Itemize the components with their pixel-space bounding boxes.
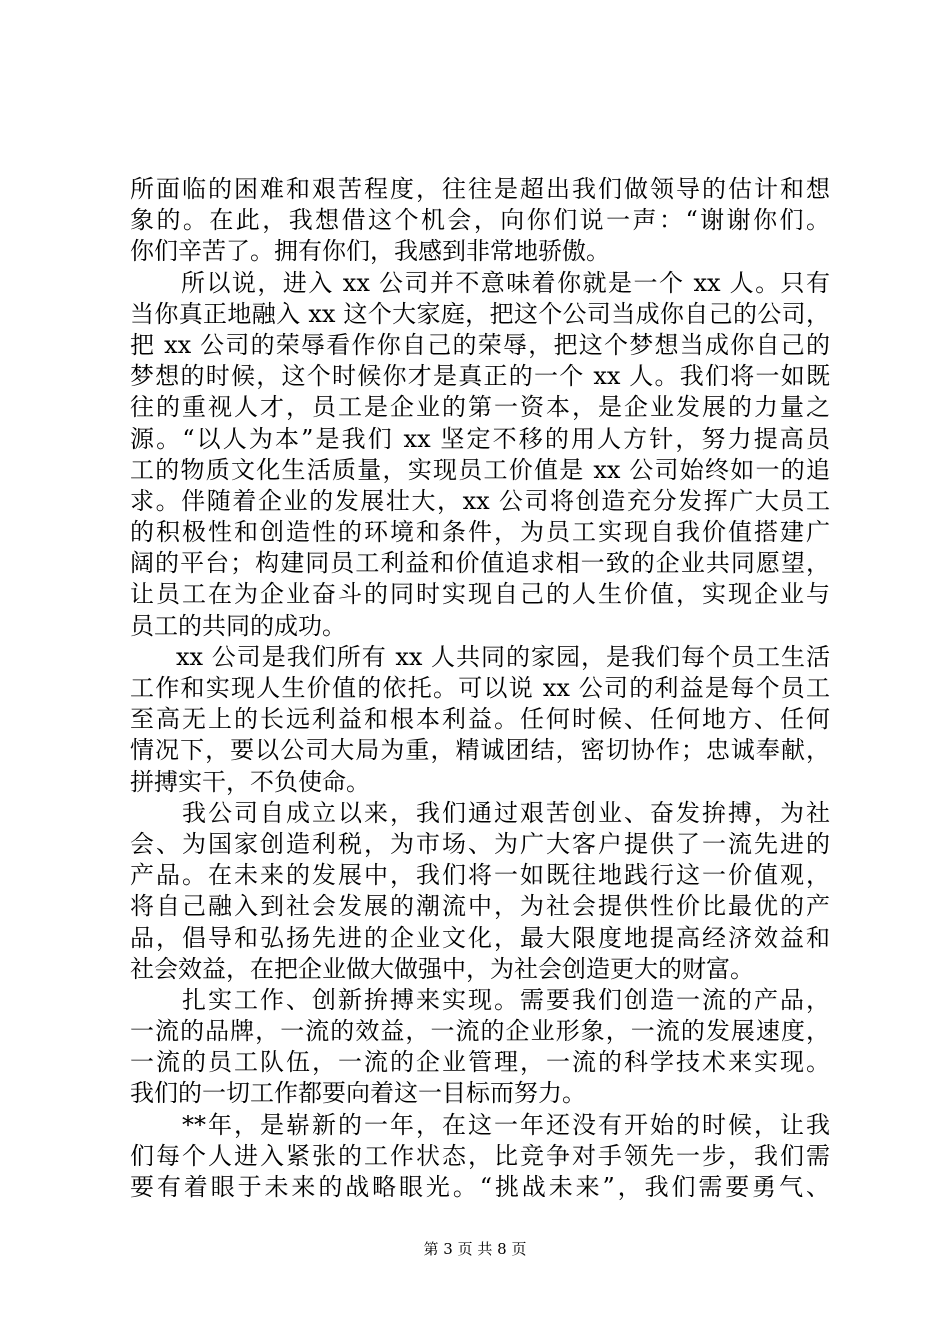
text-line: 工的物质文化生活质量，实现员工价值是 xx 公司始终如一的追 [130, 455, 830, 484]
text-line: 你们辛苦了。拥有你们，我感到非常地骄傲。 [130, 237, 610, 266]
text-line: 当你真正地融入 xx 这个大家庭，把这个公司当成你自己的公司， [130, 299, 830, 328]
text-line: 至高无上的长远利益和根本利益。任何时候、任何地方、任何 [130, 705, 830, 734]
page-number-footer: 第 3 页 共 8 页 [423, 1240, 527, 1258]
paragraph-start-line: **年，是崭新的一年，在这一年还没有开始的时候，让我 [182, 1110, 830, 1139]
text-line: 工作和实现人生价值的依托。可以说 xx 公司的利益是每个员工 [130, 674, 830, 702]
text-line: 一流的员工队伍，一流的企业管理，一流的科学技术来实现。 [130, 1048, 830, 1077]
text-line: 所面临的困难和艰苦程度，往往是超出我们做领导的估计和想 [130, 175, 830, 203]
document-body [130, 174, 830, 1203]
text-line: 我们的一切工作都要向着这一目标而努力。 [130, 1079, 586, 1108]
text-line: 象的。在此，我想借这个机会，向你们说一声：“谢谢你们。 [130, 206, 830, 235]
paragraph-start-line: 扎实工作、创新拚搏来实现。需要我们创造一流的产品， [182, 985, 830, 1014]
text-line: 社会效益，在把企业做大做强中，为社会创造更大的财富。 [130, 954, 754, 983]
text-line: 求。伴随着企业的发展壮大，xx 公司将创造充分发挥广大员工 [130, 486, 830, 515]
text-line: 会、为国家创造利税，为市场、为广大客户提供了一流先进的 [130, 829, 830, 858]
text-line: 要有着眼于未来的战略眼光。“挑战未来”，我们需要勇气、 [130, 1173, 830, 1201]
text-line: 产品。在未来的发展中，我们将一如既往地践行这一价值观， [130, 861, 830, 890]
text-line: 梦想的时候，这个时候你才是真正的一个 xx 人。我们将一如既 [130, 362, 830, 391]
text-line: 的积极性和创造性的环境和条件，为员工实现自我价值搭建广 [130, 518, 830, 547]
paragraph-start-line: 我公司自成立以来，我们通过艰苦创业、奋发拚搏，为社 [182, 798, 830, 827]
text-line: 把 xx 公司的荣辱看作你自己的荣辱，把这个梦想当成你自己的 [130, 330, 830, 359]
paragraph-start-line: 所以说，进入 xx 公司并不意味着你就是一个 xx 人。只有 [181, 268, 830, 297]
text-line: 们每个人进入紧张的工作状态，比竞争对手领先一步，我们需 [130, 1141, 830, 1170]
text-line: 一流的品牌，一流的效益，一流的企业形象，一流的发展速度， [130, 1017, 830, 1046]
text-line: 让员工在为企业奋斗的同时实现自己的人生价值，实现企业与 [130, 580, 830, 609]
text-line: 品，倡导和弘扬先进的企业文化，最大限度地提高经济效益和 [130, 923, 830, 952]
text-line: 拼搏实干，不负使命。 [130, 767, 370, 796]
text-line: 情况下，要以公司大局为重，精诚团结，密切协作；忠诚奉献， [130, 736, 830, 765]
text-line: 往的重视人才，员工是企业的第一资本，是企业发展的力量之 [130, 393, 830, 422]
text-line: 源。“以人为本”是我们 xx 坚定不移的用人方针，努力提高员 [130, 424, 830, 453]
text-line: 将自己融入到社会发展的潮流中，为社会提供性价比最优的产 [130, 892, 830, 921]
paragraph-start-line: xx 公司是我们所有 xx 人共同的家园，是我们每个员工生活 [176, 642, 830, 671]
text-line: 员工的共同的成功。 [130, 611, 346, 640]
text-line: 阔的平台；构建同员工利益和价值追求相一致的企业共同愿望， [130, 549, 830, 578]
